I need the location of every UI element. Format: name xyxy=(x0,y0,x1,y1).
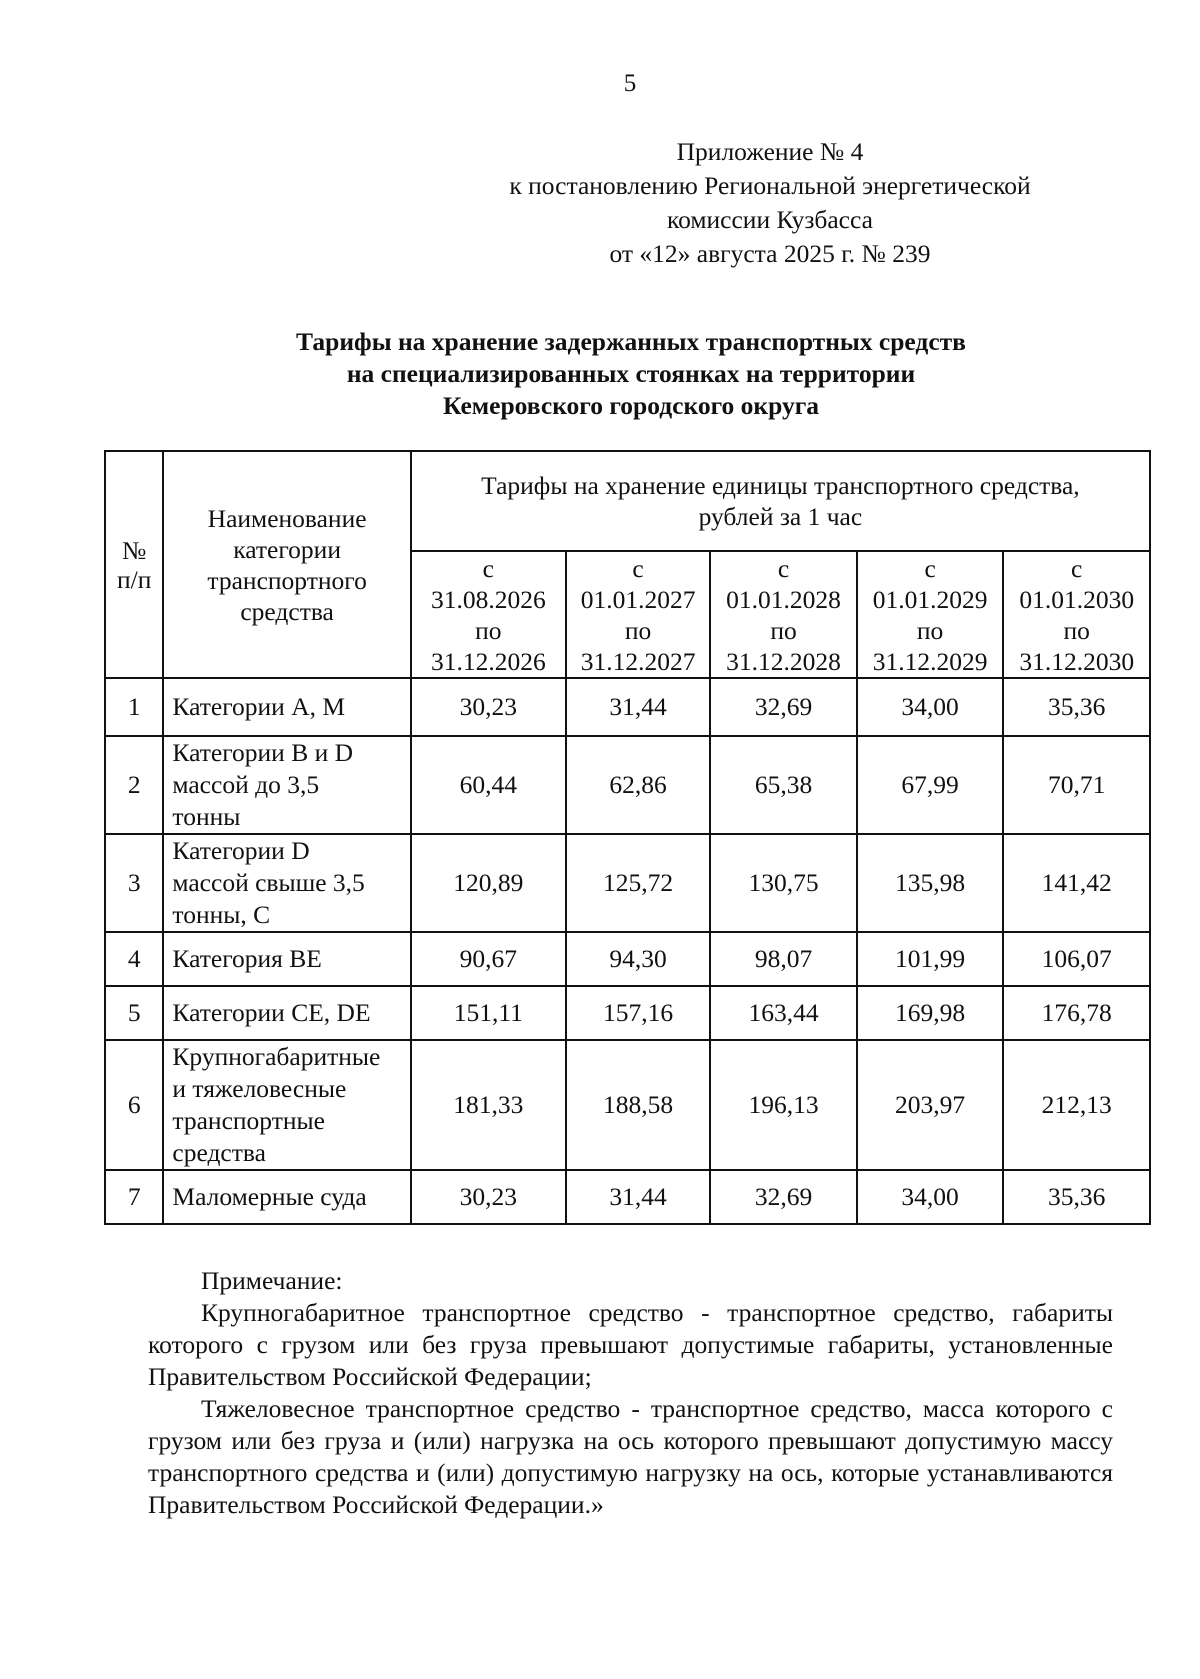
row-category-name xyxy=(163,834,410,932)
tariff-value: 176,78 xyxy=(1003,986,1150,1040)
period-from: 01.01.2028 xyxy=(726,584,841,614)
period-to: 31.12.2027 xyxy=(580,646,696,676)
tariff-value: 70,71 xyxy=(1003,736,1150,834)
tariff-value: 212,13 xyxy=(1003,1040,1150,1170)
table-row xyxy=(105,1040,1150,1170)
period-to: 31.12.2026 xyxy=(430,646,546,676)
category-name-line: транспортные xyxy=(172,1106,325,1135)
tariff-value: 106,07 xyxy=(1003,932,1150,986)
tariff-value: 94,30 xyxy=(566,932,710,986)
table-row xyxy=(105,1170,1150,1224)
tariff-value: 34,00 xyxy=(857,678,1004,736)
period-to-word: по xyxy=(1063,615,1090,645)
period-header xyxy=(857,551,1004,678)
row-category-name xyxy=(163,1040,410,1170)
period-to-word: по xyxy=(475,615,502,645)
title-line: Кемеровского городского округа xyxy=(442,391,820,420)
tariff-value: 62,86 xyxy=(566,736,710,834)
title-line: на специализированных стоянках на территории xyxy=(346,359,916,388)
tariff-value: 32,69 xyxy=(710,1170,857,1224)
category-name-line: Категории D xyxy=(172,836,310,865)
tariff-value: 35,36 xyxy=(1003,1170,1150,1224)
tariff-value: 169,98 xyxy=(857,986,1004,1040)
note-paragraph-heavy: Тяжеловесное транспортное средство - транспортное средство, масса которого с грузом или без груза и (или) нагрузка на ось которого превышают допустимую массу транспортного средства и (или) допустимую нагрузку на ось, которые устанавливаются Правительством Российской Федерации.» xyxy=(148,1394,1113,1519)
appendix-line: комиссии Кузбасса xyxy=(667,205,873,234)
period-from-word: с xyxy=(482,553,494,583)
period-from-word: с xyxy=(632,553,644,583)
period-to: 31.12.2028 xyxy=(726,646,841,676)
row-number: 5 xyxy=(105,986,163,1040)
tariff-value: 34,00 xyxy=(857,1170,1004,1224)
row-number: 3 xyxy=(105,834,163,932)
period-to-word: по xyxy=(770,615,797,645)
period-from: 01.01.2030 xyxy=(1019,584,1135,614)
tariff-value: 90,67 xyxy=(411,932,566,986)
header-tariff-group-line: рублей за 1 час xyxy=(698,502,863,531)
header-category-name: Наименование категории транспортного средства xyxy=(163,451,410,678)
tariff-value: 31,44 xyxy=(566,678,710,736)
appendix-line: от «12» августа 2025 г. № 239 xyxy=(609,239,931,268)
category-name-line: тонны xyxy=(172,802,241,831)
table-body xyxy=(105,678,1150,1224)
period-from-word: с xyxy=(924,553,936,583)
category-name-line: Категория BE xyxy=(172,944,322,973)
category-name-line: Категории А, М xyxy=(172,692,346,721)
note-title: Примечание: xyxy=(201,1266,343,1295)
category-name-line: массой свыше 3,5 xyxy=(172,868,365,897)
category-name-line: средства xyxy=(172,1138,266,1167)
tariff-value: 120,89 xyxy=(411,834,566,932)
appendix-line: к постановлению Региональной энергетической xyxy=(509,171,1031,200)
category-name-line: Маломерные суда xyxy=(172,1182,367,1211)
row-category-name xyxy=(163,986,410,1040)
row-category-name xyxy=(163,678,410,736)
row-number: 1 xyxy=(105,678,163,736)
note-section xyxy=(148,1265,1113,1521)
table-header xyxy=(105,451,1150,678)
tariff-value: 196,13 xyxy=(710,1040,857,1170)
tariff-value: 60,44 xyxy=(411,736,566,834)
period-to-word: по xyxy=(916,615,944,645)
page-number: 5 xyxy=(623,70,637,97)
tariff-value: 181,33 xyxy=(411,1040,566,1170)
row-category-name xyxy=(163,1170,410,1224)
row-number: 4 xyxy=(105,932,163,986)
period-from-word: с xyxy=(777,553,790,583)
header-tariff-group xyxy=(411,451,1150,551)
tariff-value: 125,72 xyxy=(566,834,710,932)
tariff-value: 101,99 xyxy=(857,932,1004,986)
period-header xyxy=(411,551,566,678)
table-row xyxy=(105,678,1150,736)
tariff-value: 141,42 xyxy=(1003,834,1150,932)
tariff-value: 31,44 xyxy=(566,1170,710,1224)
row-category-name xyxy=(163,932,410,986)
tariff-value: 151,11 xyxy=(411,986,566,1040)
header-number-abbr: п/п xyxy=(117,564,152,594)
tariff-value: 30,23 xyxy=(411,1170,566,1224)
appendix-line: Приложение № 4 xyxy=(676,137,864,166)
table-row xyxy=(105,834,1150,932)
tariff-value: 35,36 xyxy=(1003,678,1150,736)
tariff-value: 65,38 xyxy=(710,736,857,834)
tariff-value: 203,97 xyxy=(857,1040,1004,1170)
tariff-value: 67,99 xyxy=(857,736,1004,834)
period-from: 01.01.2027 xyxy=(580,584,696,614)
tariff-value: 30,23 xyxy=(411,678,566,736)
tariff-value: 32,69 xyxy=(710,678,857,736)
header-tariff-group-line: Тарифы на хранение единицы транспортного средства, xyxy=(481,471,1080,500)
category-name-line: массой до 3,5 xyxy=(172,770,320,799)
row-category-name xyxy=(163,736,410,834)
table-row xyxy=(105,932,1150,986)
category-name-line: Крупногабаритные xyxy=(172,1042,381,1071)
title-line: Тарифы на хранение задержанных транспортных средств xyxy=(296,327,966,356)
note-paragraph-oversized: Крупногабаритное транспортное средство - транспортное средство, габариты которого с грузом или без груза превышают допустимые габариты, установленные Правительством Российской Федерации; xyxy=(148,1298,1113,1391)
category-name-line: Категории CE, DE xyxy=(172,998,371,1027)
period-header xyxy=(1003,551,1150,678)
category-name-line: Категории В и D xyxy=(172,738,354,767)
category-name-line: и тяжеловесные xyxy=(172,1074,347,1103)
tariff-value: 98,07 xyxy=(710,932,857,986)
tariff-value: 163,44 xyxy=(710,986,857,1040)
tariff-value: 135,98 xyxy=(857,834,1004,932)
period-header xyxy=(566,551,710,678)
header-number xyxy=(105,451,163,678)
period-from: 01.01.2029 xyxy=(872,584,988,614)
period-to: 31.12.2029 xyxy=(872,646,988,676)
row-number: 6 xyxy=(105,1040,163,1170)
tariff-value: 130,75 xyxy=(710,834,857,932)
header-number-symbol: № xyxy=(122,535,147,565)
table-row xyxy=(105,736,1150,834)
tariff-table xyxy=(104,450,1151,1225)
period-header xyxy=(710,551,857,678)
tariff-value: 157,16 xyxy=(566,986,710,1040)
document-title xyxy=(104,326,1158,422)
row-number: 7 xyxy=(105,1170,163,1224)
appendix-header xyxy=(470,135,1070,271)
period-to-word: по xyxy=(624,615,652,645)
tariff-value: 188,58 xyxy=(566,1040,710,1170)
row-number: 2 xyxy=(105,736,163,834)
period-from: 31.08.2026 xyxy=(430,584,546,614)
category-name-line: тонны, С xyxy=(172,900,271,929)
table-row xyxy=(105,986,1150,1040)
period-from-word: с xyxy=(1071,553,1083,583)
period-to: 31.12.2030 xyxy=(1019,646,1135,676)
